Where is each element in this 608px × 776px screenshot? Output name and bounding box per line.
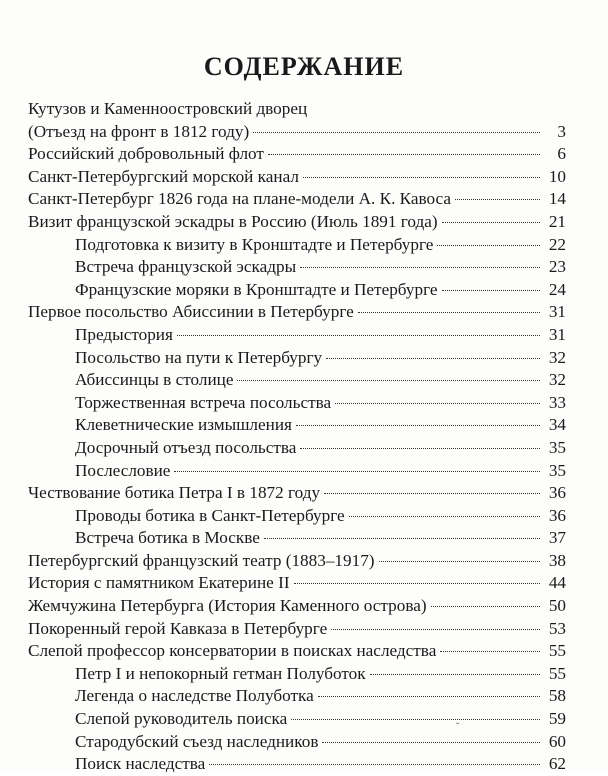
toc-entry bbox=[28, 640, 566, 663]
toc-entry bbox=[28, 166, 566, 189]
toc-leader-dots bbox=[370, 674, 540, 675]
toc-entry-title: Российский добровольный флот bbox=[28, 144, 264, 164]
toc-subentry bbox=[28, 234, 566, 257]
toc-page-number: 21 bbox=[548, 211, 566, 231]
toc-page-number: 53 bbox=[548, 618, 566, 638]
toc-leader-dots bbox=[264, 538, 540, 539]
toc-entry-title: (Отъезд на фронт в 1812 году) bbox=[28, 121, 250, 141]
toc-entry-title: Слепой руководитель поиска bbox=[75, 709, 288, 729]
toc-leader-dots bbox=[331, 629, 540, 630]
toc-subentry bbox=[28, 369, 566, 392]
toc-leader-dots bbox=[358, 312, 540, 313]
toc-entry-title: Поиск наследства bbox=[75, 754, 206, 774]
toc-leader-dots bbox=[303, 177, 540, 178]
toc-entry bbox=[28, 550, 566, 573]
toc-leader-dots bbox=[177, 335, 540, 336]
toc-leader-dots bbox=[442, 290, 540, 291]
toc-leader-dots bbox=[324, 493, 540, 494]
toc-entry-title: Клеветнические измышления bbox=[75, 415, 292, 435]
toc-page-number: 31 bbox=[548, 302, 566, 322]
speck-mark: ˇ bbox=[456, 722, 460, 733]
toc-leader-dots bbox=[442, 222, 540, 223]
toc-entry bbox=[28, 618, 566, 641]
toc-entry-title: Петербургский французский театр (1883–1917) bbox=[28, 550, 375, 570]
toc-entry bbox=[28, 98, 566, 121]
toc-leader-dots bbox=[209, 764, 540, 765]
toc-leader-dots bbox=[455, 199, 540, 200]
toc-page-number: 62 bbox=[548, 754, 566, 774]
toc-page-number: 55 bbox=[548, 641, 566, 661]
toc-entry-title: Петр I и непокорный гетман Полуботок bbox=[75, 663, 366, 683]
toc-leader-dots bbox=[326, 358, 540, 359]
toc-entry-title: Первое посольство Абиссинии в Петербурге bbox=[28, 302, 354, 322]
toc-entry-title: Посольство на пути к Петербургу bbox=[75, 347, 323, 367]
toc-leader-dots bbox=[318, 696, 540, 697]
toc-page-number: 55 bbox=[548, 663, 566, 683]
toc-leader-dots bbox=[296, 425, 540, 426]
toc-page-number: 37 bbox=[548, 528, 566, 548]
toc-page-number: 24 bbox=[548, 279, 566, 299]
toc-page-number: 22 bbox=[548, 234, 566, 254]
toc-page-number: 35 bbox=[548, 437, 566, 457]
toc-subentry bbox=[28, 460, 566, 483]
toc-entry-title: Подготовка к визиту в Кронштадте и Петербурге bbox=[75, 234, 434, 254]
toc-subentry bbox=[28, 731, 566, 754]
toc-entry-title: Послесловие bbox=[75, 460, 171, 480]
toc-page-number: 31 bbox=[548, 324, 566, 344]
toc-subentry bbox=[28, 324, 566, 347]
toc-page-number: 3 bbox=[557, 121, 566, 141]
toc-leader-dots bbox=[268, 154, 540, 155]
toc-leader-dots bbox=[237, 380, 540, 381]
toc-leader-dots bbox=[335, 403, 540, 404]
toc-subentry bbox=[28, 685, 566, 708]
toc-entry-title: Досрочный отъезд посольства bbox=[75, 437, 297, 457]
toc-entry-title: Санкт-Петербург 1826 года на плане-модели А. К. Кавоса bbox=[28, 189, 452, 209]
toc-subentry bbox=[28, 753, 566, 776]
toc-entry bbox=[28, 482, 566, 505]
toc-leader-dots bbox=[379, 561, 540, 562]
toc-subentry bbox=[28, 256, 566, 279]
toc-subentry bbox=[28, 708, 566, 731]
toc-entry-title: Кутузов и Каменноостровский дворец bbox=[28, 99, 308, 118]
toc-entry-title: Французские моряки в Кронштадте и Петербурге bbox=[75, 279, 438, 299]
toc-entry-title: Покоренный герой Кавказа в Петербурге bbox=[28, 618, 328, 638]
toc-entry-title: Чествование ботика Петра I в 1872 году bbox=[28, 483, 321, 503]
toc-leader-dots bbox=[253, 132, 540, 133]
toc-subentry bbox=[28, 279, 566, 302]
toc-entry bbox=[28, 572, 566, 595]
toc-page-number: 35 bbox=[548, 460, 566, 480]
toc-leader-dots bbox=[322, 742, 540, 743]
toc-entry bbox=[28, 121, 566, 144]
toc-subentry bbox=[28, 437, 566, 460]
toc-leader-dots bbox=[300, 267, 540, 268]
toc-leader-dots bbox=[431, 606, 540, 607]
toc-entry-title: Легенда о наследстве Полуботка bbox=[75, 686, 314, 706]
toc-subentry bbox=[28, 527, 566, 550]
toc-page-number: 33 bbox=[548, 392, 566, 412]
toc-subentry bbox=[28, 505, 566, 528]
toc-page-number: 14 bbox=[548, 189, 566, 209]
toc-entry bbox=[28, 188, 566, 211]
toc-entry-title: Торжественная встреча посольства bbox=[75, 392, 332, 412]
toc-entry-title: Стародубский съезд наследников bbox=[75, 731, 319, 751]
page-title: СОДЕРЖАНИЕ bbox=[203, 52, 405, 81]
toc-page-number: 50 bbox=[548, 596, 566, 616]
toc-entry-title: Встреча ботика в Москве bbox=[75, 528, 260, 548]
toc-page-number: 60 bbox=[548, 731, 566, 751]
toc-leader-dots bbox=[300, 448, 540, 449]
table-of-contents bbox=[28, 98, 566, 776]
toc-entry bbox=[28, 211, 566, 234]
toc-page-number: 36 bbox=[548, 505, 566, 525]
toc-entry bbox=[28, 143, 566, 166]
toc-page-number: 10 bbox=[548, 166, 566, 186]
toc-page-number: 6 bbox=[557, 144, 566, 164]
toc-page-number: 32 bbox=[548, 347, 566, 367]
toc-page-number: 38 bbox=[548, 550, 566, 570]
toc-subentry bbox=[28, 414, 566, 437]
toc-subentry bbox=[28, 347, 566, 370]
toc-entry-title: История с памятником Екатерине II bbox=[28, 573, 290, 593]
toc-leader-dots bbox=[174, 471, 540, 472]
toc-entry-title: Жемчужина Петербурга (История Каменного острова) bbox=[28, 596, 427, 616]
toc-entry bbox=[28, 301, 566, 324]
toc-entry-title: Встреча французской эскадры bbox=[75, 257, 297, 277]
toc-leader-dots bbox=[294, 583, 540, 584]
toc-page-number: 44 bbox=[548, 573, 566, 593]
toc-subentry bbox=[28, 663, 566, 686]
toc-entry-title: Санкт-Петербургский морской канал bbox=[28, 166, 299, 186]
toc-entry-title: Слепой профессор консерватории в поисках наследства bbox=[28, 641, 437, 661]
toc-page-number: 32 bbox=[548, 370, 566, 390]
toc-leader-dots bbox=[291, 719, 540, 720]
toc-entry-title: Визит французской эскадры в Россию (Июль 1891 года) bbox=[28, 211, 438, 231]
toc-entry bbox=[28, 595, 566, 618]
toc-leader-dots bbox=[437, 245, 540, 246]
toc-entry-title: Предыстория bbox=[75, 324, 173, 344]
toc-subentry bbox=[28, 392, 566, 415]
toc-entry-title: Абиссинцы в столице bbox=[75, 370, 234, 390]
toc-page-number: 36 bbox=[548, 483, 566, 503]
toc-page-number: 34 bbox=[548, 415, 566, 435]
toc-page-number: 59 bbox=[548, 709, 566, 729]
toc-entry-title: Проводы ботика в Санкт-Петербурге bbox=[75, 505, 345, 525]
toc-page-number: 23 bbox=[548, 257, 566, 277]
toc-leader-dots bbox=[349, 516, 540, 517]
toc-page-number: 58 bbox=[548, 686, 566, 706]
toc-leader-dots bbox=[440, 651, 540, 652]
